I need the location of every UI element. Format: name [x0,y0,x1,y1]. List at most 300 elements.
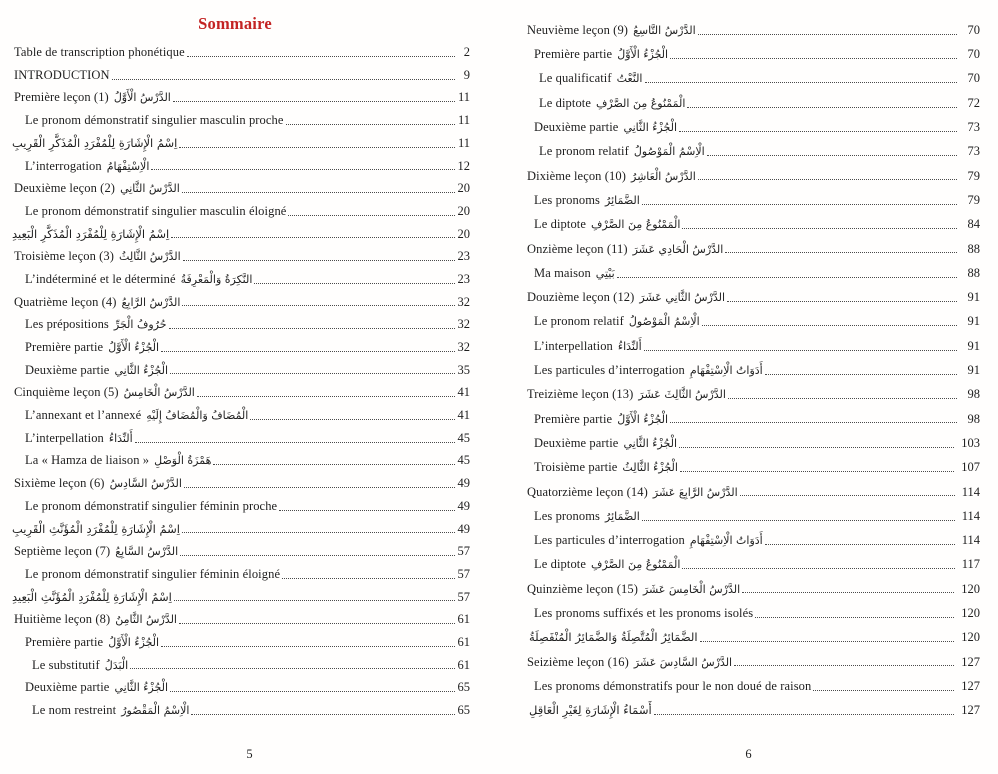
dotted-leader [184,487,455,488]
entry-text-french: Quatorzième leçon (14) [527,484,648,499]
entry-page-number: 120 [961,581,980,596]
entry-label [539,72,643,85]
entry-page-number: 61 [457,657,470,672]
dotted-leader [169,328,455,329]
entry-text-french: Les pronoms démonstratifs pour le non doué de raison [534,678,812,693]
entry-text-french: Onzième leçon (11) [527,241,628,256]
entry-page-number: 84 [967,217,980,232]
dotted-leader [161,646,454,647]
entry-label [539,97,685,110]
entry-label [534,315,700,328]
dotted-leader [174,600,455,601]
entry-text-arabic: الْمَمْنُوعُ مِنَ الصَّرْفِ [591,558,681,572]
toc-entry [0,472,470,495]
entry-label [14,545,178,558]
entry-text-french: L’interpellation [534,338,613,353]
entry-text-arabic: الدَّرْسُ الثَّالِثُ [119,250,181,264]
entry-text-arabic: النَّعْتُ [616,72,643,86]
toc-entry [499,650,980,674]
toc-entry [0,381,470,404]
entry-text-french: Première leçon (1) [14,90,109,105]
dotted-leader [700,641,955,642]
dotted-leader [740,495,955,496]
toc-entry [0,586,470,609]
entry-page-number: 49 [457,476,470,491]
dotted-leader [135,442,455,443]
dotted-leader [680,471,954,472]
toc-entry [499,18,980,42]
entry-text-arabic: الْجُزْءُ الثَّانِي [114,363,169,377]
toc-entry [0,631,470,654]
dotted-leader [182,532,455,533]
entry-text-arabic: أَدَوَاتُ الْاِسْتِفْهَامِ [689,534,763,548]
dotted-leader [813,690,954,691]
toc-entry [499,480,980,504]
entry-label [527,388,726,401]
entry-page-number: 12 [457,158,470,173]
toc-entry [499,455,980,479]
entry-text-french: La « Hamza de liaison » [25,453,150,468]
entry-label [32,659,128,672]
page-number-right: 6 [745,747,752,761]
entry-page-number: 88 [967,265,980,280]
dotted-leader [279,510,454,511]
entry-label [14,91,171,104]
entry-label [25,273,252,286]
entry-page-number: 35 [457,362,470,377]
entry-text-french: Première partie [534,411,613,426]
toc-entry [499,310,980,334]
dotted-leader [197,396,455,397]
dotted-leader [617,277,957,278]
entry-text-arabic: اِسْمُ الْإِشَارَةِ لِلْمُفْرَدِ الْمُذَكَّرِ الْقَرِيبِ [12,135,178,150]
entry-label [534,48,668,61]
entry-page-number: 41 [457,385,470,400]
entry-text-french: Première partie [25,340,104,355]
toc-entry [0,41,470,64]
entry-text-french: Deuxième partie [534,435,619,450]
dotted-leader [670,422,957,423]
dotted-leader [171,237,454,238]
entry-label [527,24,696,37]
entry-label [534,340,642,353]
entry-text-arabic: حُرُوفُ الْجَرِّ [113,318,167,332]
dotted-leader [182,305,454,306]
entry-text-french: INTRODUCTION [14,67,110,82]
entry-label [14,182,180,195]
toc-entry [499,261,980,285]
entry-text-french: Les prépositions [25,317,109,332]
dotted-leader [698,179,957,180]
entry-page-number: 49 [457,498,470,513]
entry-text-french: L’annexant et l’annexé [25,408,142,423]
dotted-leader [702,325,957,326]
toc-entry [0,268,470,291]
entry-text-french: Huitième leçon (8) [14,612,111,627]
dotted-leader [213,464,454,465]
entry-label [25,454,211,467]
dotted-leader [180,555,454,556]
entry-page-number: 91 [967,314,980,329]
entry-text-french: Seizième leçon (16) [527,654,629,669]
dotted-leader [679,447,954,448]
dotted-leader [179,147,455,148]
toc-entry [499,139,980,163]
entry-page-number: 73 [967,144,980,159]
entry-text-arabic: النَّكِرَةُ وَالْمَعْرِفَةُ [180,272,253,286]
toc-entry [499,285,980,309]
entry-text-arabic: بَيْتِي [595,266,615,280]
entry-text-french: Ma maison [534,265,591,280]
entry-page-number: 61 [457,612,470,627]
entry-page-number: 72 [967,95,980,110]
entry-label [534,607,753,620]
dotted-leader [654,714,955,715]
entry-label [534,534,763,547]
entry-text-french: Le substitutif [32,657,100,672]
dotted-leader [670,58,957,59]
entry-text-arabic: أَلنِّدَاءُ [617,339,642,353]
entry-page-number: 11 [457,90,470,105]
dotted-leader [642,204,957,205]
entry-text-arabic: الْمَمْنُوعُ مِنَ الصَّرْفِ [596,96,686,110]
entry-text-french: Le qualificatif [539,71,612,86]
entry-page-number: 20 [457,226,470,241]
toc-entry [0,109,470,132]
toc-list-left [0,41,470,722]
entry-label [527,656,732,669]
entry-label [14,250,181,263]
toc-entry [499,115,980,139]
entry-text-arabic: الدَّرْسُ الثَّامِنُ [115,613,177,627]
toc-entry [0,676,470,699]
entry-text-arabic: الضَّمَائِرُ الْمُتَّصِلَةُ وَالضَّمَائِرُ الْمُنْفَصِلَةُ [529,630,698,645]
entry-text-french: Dixième leçon (10) [527,168,626,183]
entry-label [527,291,725,304]
entry-page-number: 107 [961,460,980,475]
entry-label [14,46,185,59]
entry-label [14,386,195,399]
entry-text-french: Le nom restreint [32,703,117,718]
entry-text-arabic: الْاِسْمُ الْمَقْصُورُ [121,704,190,718]
entry-text-arabic: الدَّرْسُ التَّاسِعُ [633,23,696,37]
entry-text-french: Table de transcription phonétique [14,45,185,60]
entry-label [25,568,280,581]
entry-label [25,409,248,422]
toc-entry [0,608,470,631]
entry-label [534,558,680,571]
toc-entry [499,67,980,91]
dotted-leader [254,283,454,284]
entry-label [529,704,652,717]
toc-entry [499,674,980,698]
entry-text-arabic: الدَّرْسُ الرَّابِعَ عَشَرَ [652,485,738,499]
dotted-leader [765,544,955,545]
dotted-leader [112,79,455,80]
toc-entry [0,449,470,472]
dotted-leader [742,592,954,593]
entry-text-french: Septième leçon (7) [14,544,111,559]
entry-text-french: Le pronom relatif [539,144,629,159]
entry-label [539,145,705,158]
toc-entry [0,132,470,155]
toc-entry [499,358,980,382]
entry-text-arabic: اِسْمُ الْإِشَارَةِ لِلْمُفْرَدِ الْمُؤَنَّثِ الْبَعِيدِ [12,589,172,604]
entry-text-arabic: الْجُزْءُ الْأَوَّلُ [617,412,669,426]
dotted-leader [765,374,957,375]
entry-page-number: 9 [463,67,470,82]
entry-page-number: 41 [457,408,470,423]
entry-label [25,500,277,513]
dotted-leader [644,350,957,351]
dotted-leader [682,568,954,569]
page-title: Sommaire [198,14,272,33]
entry-text-arabic: الدَّرْسُ الْأَوَّلُ [113,91,171,105]
entry-page-number: 98 [967,387,980,402]
entry-text-french: Douzième leçon (12) [527,290,635,305]
entry-label [25,205,286,218]
entry-text-french: Deuxième leçon (2) [14,181,116,196]
entry-text-arabic: الدَّرْسُ الْحَادِي عَشَرَ [632,242,724,256]
entry-text-french: Sixième leçon (6) [14,476,105,491]
dotted-leader [727,301,957,302]
toc-entry [0,313,470,336]
entry-label [534,267,615,280]
entry-text-french: Les pronoms suffixés et les pronoms isolés [534,606,754,621]
entry-page-number: 32 [457,294,470,309]
entry-page-number: 114 [961,508,980,523]
toc-entry [0,154,470,177]
entry-text-arabic: الْجُزْءُ الْأَوَّلُ [617,48,669,62]
entry-text-arabic: اِسْمُ الْإِشَارَةِ لِلْمُفْرَدِ الْمُؤَنَّثِ الْقَرِيبِ [12,521,180,536]
entry-text-french: Deuxième partie [25,362,110,377]
entry-text-french: Le pronom démonstratif singulier masculin éloigné [25,203,287,218]
entry-label [14,296,180,309]
dotted-leader [679,131,957,132]
entry-label [12,137,177,150]
toc-entry [0,404,470,427]
entry-page-number: 114 [961,484,980,499]
entry-text-french: Neuvième leçon (9) [527,22,629,37]
entry-label [12,228,169,241]
entry-page-number: 79 [967,192,980,207]
entry-page-number: 65 [457,703,470,718]
toc-entry [499,601,980,625]
entry-page-number: 91 [967,338,980,353]
entry-text-french: Première partie [25,634,104,649]
toc-entry [499,431,980,455]
entry-text-arabic: الضَّمَائِرُ [605,509,640,523]
entry-text-arabic: الدَّرْسُ السَّادِسُ [109,477,182,491]
entry-text-arabic: اِسْمُ الْإِشَارَةِ لِلْمُفْرَدِ الْمُذَكَّرِ الْبَعِيدِ [12,226,170,241]
entry-label [25,681,168,694]
dotted-leader [728,398,957,399]
entry-text-french: Les particules d’interrogation [534,533,685,548]
entry-page-number: 45 [457,453,470,468]
entry-page-number: 73 [967,120,980,135]
toc-entry [0,517,470,540]
entry-text-arabic: الْجُزْءُ الثَّالِثُ [622,461,678,475]
dotted-leader [645,82,958,83]
entry-page-number: 11 [457,135,470,150]
entry-page-number: 70 [967,71,980,86]
entry-text-arabic: الدَّرْسُ السَّادِسَ عَشَرَ [633,655,733,669]
entry-text-arabic: الدَّرْسُ الْعَاشِرُ [631,169,696,183]
entry-text-french: Les pronoms [534,508,601,523]
entry-text-arabic: الدَّرْسُ الْخَامِسُ [123,386,195,400]
entry-text-french: Le pronom relatif [534,314,624,329]
entry-label [527,486,738,499]
entry-text-french: Troisième leçon (3) [14,249,115,264]
dotted-leader [282,578,454,579]
entry-label [534,437,677,450]
entry-text-arabic: الْجُزْءُ الثَّانِي [114,681,169,695]
toc-entry [0,563,470,586]
entry-page-number: 127 [961,678,980,693]
entry-page-number: 32 [457,317,470,332]
toc-entry [0,654,470,677]
entry-text-french: L’interrogation [25,158,102,173]
entry-text-arabic: الْمَمْنُوعُ مِنَ الصَّرْفِ [591,218,681,232]
toc-entry [0,291,470,314]
entry-page-number: 91 [967,290,980,305]
entry-text-french: Le diptote [539,95,592,110]
toc-entry [499,625,980,649]
dotted-leader [698,34,957,35]
entry-label [527,583,740,596]
toc-entry [0,200,470,223]
entry-page-number: 120 [961,606,980,621]
toc-entry [499,407,980,431]
dotted-leader [173,101,455,102]
toc-entry [0,699,470,722]
entry-text-french: Troisième partie [534,460,618,475]
dotted-leader [286,124,455,125]
entry-text-french: L’interpellation [25,430,104,445]
entry-page-number: 23 [457,249,470,264]
entry-page-number: 2 [463,45,470,60]
entry-text-french: Première partie [534,47,613,62]
page-number-left: 5 [246,747,253,761]
entry-label [14,69,110,82]
toc-entry [0,64,470,87]
dotted-leader [179,623,455,624]
dotted-leader [130,668,454,669]
entry-label [534,218,680,231]
entry-label [25,341,159,354]
entry-text-french: Le diptote [534,557,587,572]
entry-text-arabic: أَسْمَاءُ الْإِشَارَةِ لِغَيْرِ الْعَاقِلِ [529,703,652,718]
dotted-leader [707,155,957,156]
toc-entry [0,359,470,382]
entry-text-french: Quatrième leçon (4) [14,294,117,309]
dotted-leader [187,56,455,57]
entry-page-number: 57 [457,544,470,559]
toc-entry [499,382,980,406]
dotted-leader [170,691,454,692]
toc-entry [499,91,980,115]
entry-text-arabic: الْجُزْءُ الثَّانِي [623,436,678,450]
entry-text-french: Le pronom démonstratif singulier féminin éloigné [25,566,281,581]
entry-page-number: 70 [967,22,980,37]
entry-label [25,318,167,331]
toc-entry [499,553,980,577]
entry-page-number: 127 [961,654,980,669]
toc-entry [499,334,980,358]
dotted-leader [725,252,957,253]
entry-page-number: 127 [961,703,980,718]
entry-page-number: 65 [457,680,470,695]
toc-entry [0,427,470,450]
toc-entry [499,188,980,212]
dotted-leader [250,419,454,420]
entry-text-french: Cinquième leçon (5) [14,385,119,400]
entry-label [534,461,678,474]
entry-text-arabic: الْجُزْءُ الْأَوَّلُ [108,341,160,355]
entry-label [534,121,677,134]
toc-entry [0,177,470,200]
entry-text-arabic: الدَّرْسُ الثَّانِي عَشَرَ [639,291,726,305]
entry-label [534,413,668,426]
entry-text-arabic: هَمْزَةُ الْوَصْلِ [154,454,212,468]
toc-list-right [499,0,980,723]
entry-label [32,704,189,717]
entry-text-arabic: الْبَدَلُ [104,658,129,672]
entry-page-number: 70 [967,47,980,62]
entry-text-french: Les particules d’interrogation [534,363,685,378]
entry-label [12,523,180,536]
dotted-leader [151,169,454,170]
entry-text-french: Les pronoms [534,192,601,207]
entry-text-arabic: الْاِسْتِفْهَامُ [106,159,150,173]
entry-page-number: 57 [457,566,470,581]
entry-page-number: 32 [457,340,470,355]
entry-page-number: 88 [967,241,980,256]
toc-entry [0,223,470,246]
entry-page-number: 120 [961,630,980,645]
entry-label [534,194,640,207]
entry-page-number: 45 [457,430,470,445]
toc-entry [499,212,980,236]
toc-entry [0,495,470,518]
entry-text-arabic: الْاِسْمُ الْمَوْصُولُ [633,145,705,159]
dotted-leader [687,107,957,108]
entry-text-arabic: الضَّمَائِرُ [605,193,640,207]
dotted-leader [734,665,954,666]
entry-page-number: 61 [457,634,470,649]
entry-text-french: L’indéterminé et le déterminé [25,271,176,286]
dotted-leader [642,520,955,521]
dotted-leader [182,192,455,193]
toc-entry [499,698,980,722]
entry-label [14,613,177,626]
entry-label [25,636,159,649]
entry-page-number: 98 [967,411,980,426]
entry-page-number: 20 [457,181,470,196]
entry-page-number: 79 [967,168,980,183]
entry-label [25,432,133,445]
toc-entry [499,237,980,261]
entry-text-french: Quinzième leçon (15) [527,581,638,596]
entry-text-arabic: الْجُزْءُ الْأَوَّلُ [108,635,160,649]
entry-text-french: Le pronom démonstratif singulier féminin proche [25,498,278,513]
toc-entry [0,245,470,268]
toc-entry [499,528,980,552]
entry-text-arabic: الدَّرْسُ الثَّانِي [120,182,180,196]
dotted-leader [755,617,954,618]
entry-text-arabic: أَدَوَاتُ الْاِسْتِفْهَامِ [689,364,763,378]
page-right [499,0,998,774]
